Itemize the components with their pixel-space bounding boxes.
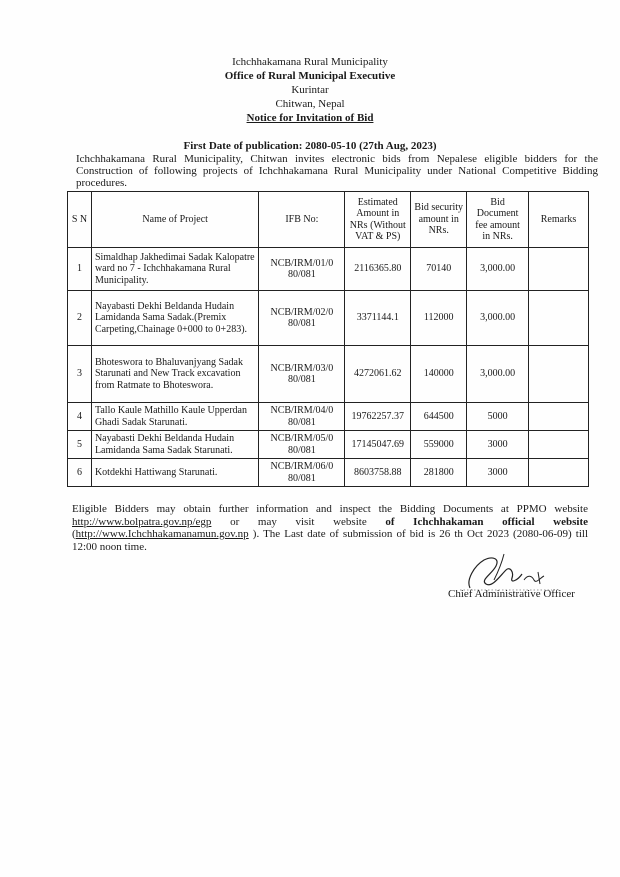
cell-remarks	[529, 248, 589, 291]
footer-text-1: Eligible Bidders may obtain further information and inspect the Bidding Documents at PPMO website	[72, 503, 588, 515]
cell-remarks	[529, 346, 589, 403]
cell-estimated: 17145047.69	[345, 431, 411, 459]
cell-fee: 5000	[467, 403, 529, 431]
cell-security: 644500	[411, 403, 467, 431]
cell-ifb: NCB/IRM/01/0 80/081	[259, 248, 345, 291]
cell-fee: 3,000.00	[467, 346, 529, 403]
col-header-estimated: Estimated Amount in NRs (Without VAT & PS)	[345, 192, 411, 248]
cell-security: 140000	[411, 346, 467, 403]
cell-security: 112000	[411, 291, 467, 346]
bid-table	[67, 191, 589, 487]
col-header-sn: S N	[68, 192, 92, 248]
cell-fee: 3000	[467, 431, 529, 459]
footer-text-2: or may visit website	[230, 515, 367, 528]
cell-project: Kotdekhi Hattiwang Starunati.	[91, 459, 258, 487]
cell-ifb: NCB/IRM/06/0 80/081	[259, 459, 345, 487]
cell-ifb: NCB/IRM/03/0 80/081	[259, 346, 345, 403]
cell-estimated: 19762257.37	[345, 403, 411, 431]
col-header-ifb: IFB No:	[259, 192, 345, 248]
cell-sn: 3	[68, 346, 92, 403]
table-row	[68, 459, 589, 487]
cell-estimated: 3371144.1	[345, 291, 411, 346]
cell-remarks	[529, 459, 589, 487]
table-row	[68, 291, 589, 346]
cell-security: 559000	[411, 431, 467, 459]
letterhead	[0, 55, 620, 125]
table-row	[68, 346, 589, 403]
table-row	[68, 248, 589, 291]
cell-sn: 5	[68, 431, 92, 459]
cell-project: Nayabasti Dekhi Beldanda Hudain Lamidanda Sama Sadak Starunati.	[91, 431, 258, 459]
cell-sn: 2	[68, 291, 92, 346]
col-header-remarks: Remarks	[529, 192, 589, 248]
notice-title: Notice for Invitation of Bid	[246, 112, 374, 124]
table-header-row	[68, 192, 589, 248]
cell-security: 70140	[411, 248, 467, 291]
cell-ifb: NCB/IRM/05/0 80/081	[259, 431, 345, 459]
cell-project: Tallo Kaule Mathillo Kaule Upperdan Ghadi Sadak Starunati.	[91, 403, 258, 431]
org-name: Ichchhakamana Rural Municipality	[232, 56, 388, 68]
intro-paragraph: Ichchhakamana Rural Municipality, Chitwan invites electronic bids from Nepalese eligible bidders for the Construction of following projects of Ichchhakamana Rural Municipality under National Competitive Bidding procedures.	[76, 153, 598, 189]
footer-text-5: ). The Last date of submission of bid is 26 th Oct 2023 (2080-06-09) till 12:00 noon time.	[72, 528, 589, 553]
ppmo-link[interactable]: http://www.bolpatra.gov.np/egp	[72, 515, 212, 528]
cell-ifb: NCB/IRM/02/0 80/081	[259, 291, 345, 346]
cell-project: Bhoteswora to Bhaluvanjyang Sadak Starunati and New Track excavation from Ratmate to Bhoteswora.	[91, 346, 258, 403]
cell-fee: 3,000.00	[467, 291, 529, 346]
cell-estimated: 2116365.80	[345, 248, 411, 291]
signatory-title: Chief Administrative Officer	[448, 588, 575, 600]
footer-paragraph	[72, 503, 588, 553]
cell-sn: 4	[68, 403, 92, 431]
cell-project: Simaldhap Jakhedimai Sadak Kalopatre ward no 7 - Ichchhakamana Rural Municipality.	[91, 248, 258, 291]
cell-estimated: 8603758.88	[345, 459, 411, 487]
cell-sn: 6	[68, 459, 92, 487]
cell-fee: 3,000.00	[467, 248, 529, 291]
table-row	[68, 431, 589, 459]
col-header-project: Name of Project	[91, 192, 258, 248]
municipality-link[interactable]: http://www.Ichchhakamanamun.gov.np	[75, 528, 249, 540]
district-name: Chitwan, Nepal	[275, 98, 345, 110]
cell-fee: 3000	[467, 459, 529, 487]
cell-project: Nayabasti Dekhi Beldanda Hudain Lamidanda Sama Sadak.(Premix Carpeting,Chainage 0+000 to 0+283).	[91, 291, 258, 346]
cell-remarks	[529, 291, 589, 346]
col-header-security: Bid security amount in NRs.	[411, 192, 467, 248]
publication-date: First Date of publication: 2080-05-10 (27th Aug, 2023)	[183, 140, 437, 152]
cell-ifb: NCB/IRM/04/0 80/081	[259, 403, 345, 431]
place-name: Kurintar	[291, 84, 329, 96]
footer-text-3: of Ichchhakaman official website	[385, 515, 588, 528]
cell-security: 281800	[411, 459, 467, 487]
cell-remarks	[529, 431, 589, 459]
cell-estimated: 4272061.62	[345, 346, 411, 403]
cell-remarks	[529, 403, 589, 431]
cell-sn: 1	[68, 248, 92, 291]
table-row	[68, 403, 589, 431]
col-header-fee: Bid Document fee amount in NRs.	[467, 192, 529, 248]
office-name: Office of Rural Municipal Executive	[224, 70, 396, 82]
footer-text-4: (	[72, 528, 76, 540]
